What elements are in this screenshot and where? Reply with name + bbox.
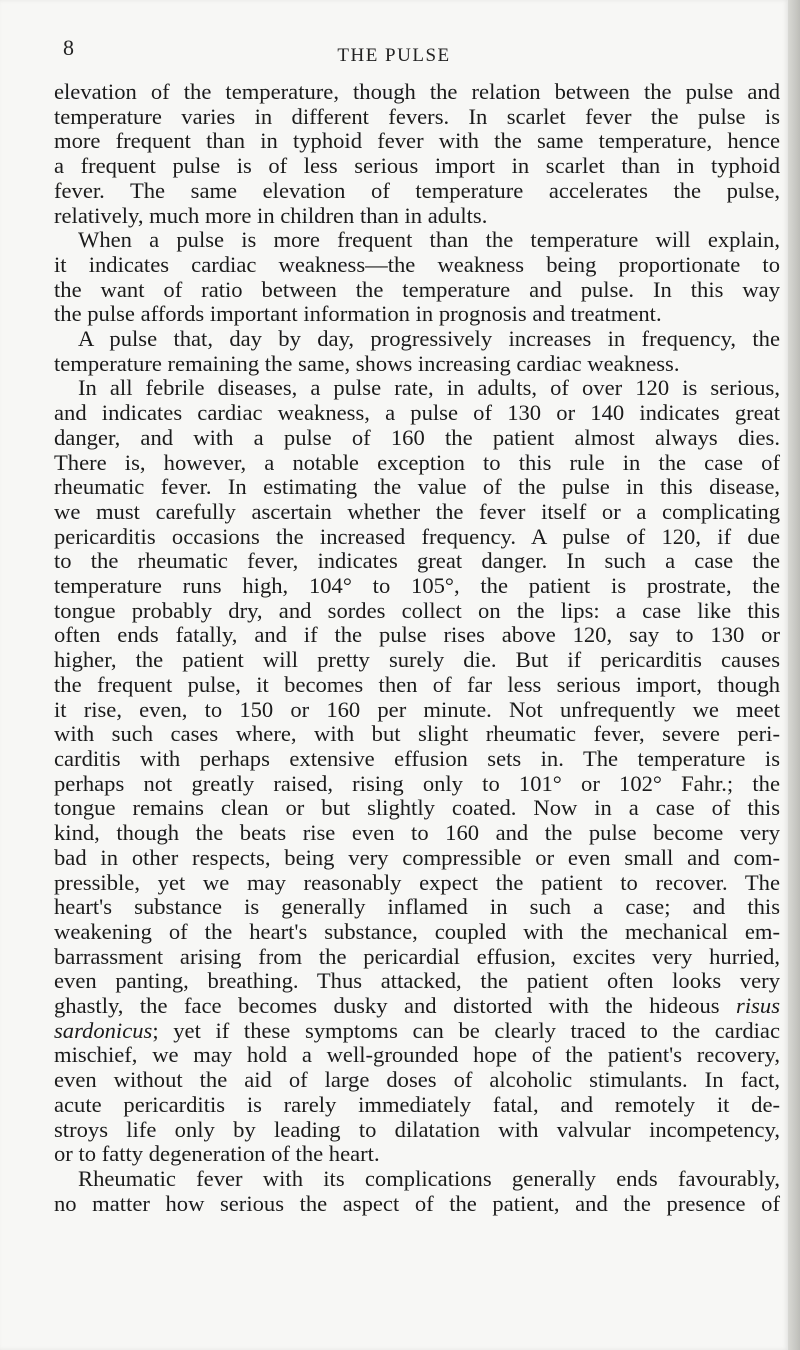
text-line: the pulse affords important information in prognosis and treatment. <box>54 301 662 327</box>
text-line: mischief, we may hold a well-grounded hope of the patient's recovery, <box>54 1042 780 1068</box>
latin-term: risus <box>736 993 780 1019</box>
text-line: the want of ratio between the temperature and pulse. In this way <box>54 276 780 302</box>
page-number: 8 <box>63 35 74 60</box>
text-line: heart's substance is generally inflamed in such a case; and this <box>54 894 780 920</box>
text-line: temperature remaining the same, shows increasing cardiac weakness. <box>54 350 680 376</box>
text-line: elevation of the temperature, though the relation between the pulse and <box>54 79 780 104</box>
book-spine-edge <box>788 0 800 1350</box>
text-line: When a pulse is more frequent than the temperature will explain, <box>78 227 780 253</box>
text-line: and indicates cardiac weakness, a pulse of 130 or 140 indicates great <box>54 400 780 426</box>
text-line: to the rheumatic fever, indicates great danger. In such a case the <box>54 548 780 574</box>
text-line: ghastly, the face becomes dusky and distorted with the hideous risus <box>54 993 780 1019</box>
text-line: carditis with perhaps extensive effusion sets in. The temperature is <box>54 745 780 771</box>
text-line: There is, however, a notable exception to this rule in the case of <box>54 449 780 475</box>
text-line: temperature runs high, 104° to 105°, the patient is prostrate, the <box>54 573 780 599</box>
text-line: bad in other respects, being very compressible or even small and com- <box>54 844 780 870</box>
text-line: fever. The same elevation of temperature accelerates the pulse, <box>54 177 780 203</box>
text-line: with such cases where, with but slight rheumatic fever, severe peri- <box>54 721 780 747</box>
text-line: even panting, breathing. Thus attacked, the patient often looks very <box>54 968 780 994</box>
text-line: danger, and with a pulse of 160 the patient almost always dies. <box>54 424 780 450</box>
text-line: relatively, much more in children than in adults. <box>54 202 488 228</box>
text-line: tongue probably dry, and sordes collect on the lips: a case like this <box>54 597 780 623</box>
text-line: Rheumatic fever with its complications generally ends favourably, <box>78 1165 780 1191</box>
text-line: barrassment arising from the pericardial effusion, excites very hurried, <box>54 943 780 969</box>
text-line: weakening of the heart's substance, coupled with the mechanical em- <box>54 918 780 944</box>
text-line: it indicates cardiac weakness—the weakness being proportionate to <box>54 251 780 277</box>
text-line: In all febrile diseases, a pulse rate, in adults, of over 120 is serious, <box>78 375 780 401</box>
text-line: we must carefully ascertain whether the fever itself or a complicating <box>54 498 780 524</box>
text-line: acute pericarditis is rarely immediately fatal, and remotely it de- <box>54 1091 780 1117</box>
text-line: the frequent pulse, it becomes then of far less serious import, though <box>54 671 780 697</box>
text-line: even without the aid of large doses of alcoholic stimulants. In fact, <box>54 1067 780 1093</box>
text-line: rheumatic fever. In estimating the value of the pulse in this disease, <box>54 474 780 500</box>
text-line: temperature varies in different fevers. In scarlet fever the pulse is <box>54 103 780 129</box>
text-line: often ends fatally, and if the pulse rises above 120, say to 130 or <box>54 622 780 648</box>
text-line: perhaps not greatly raised, rising only to 101° or 102° Fahr.; the <box>54 770 780 796</box>
text-line: sardonicus; yet if these symptoms can be clearly traced to the cardiac <box>54 1017 780 1043</box>
text-line: higher, the patient will pretty surely die. But if pericarditis causes <box>54 647 780 673</box>
text-line: more frequent than in typhoid fever with the same temperature, hence <box>54 128 780 154</box>
text-line: no matter how serious the aspect of the patient, and the presence of <box>54 1190 780 1216</box>
latin-term: sardonicus <box>54 1017 153 1043</box>
text-line: tongue remains clean or but slightly coated. Now in a case of this <box>54 795 780 821</box>
text-line: a frequent pulse is of less serious import in scarlet than in typhoid <box>54 153 780 179</box>
text-line: or to fatty degeneration of the heart. <box>54 1141 380 1167</box>
body-text <box>54 80 780 1216</box>
running-head: THE PULSE <box>337 45 451 66</box>
text-line: pressible, yet we may reasonably expect the patient to recover. The <box>54 869 780 895</box>
text-line: kind, though the beats rise even to 160 and the pulse become very <box>54 820 780 846</box>
text-line: stroys life only by leading to dilatation with valvular incompetency, <box>54 1116 780 1142</box>
text-line: A pulse that, day by day, progressively increases in frequency, the <box>78 326 780 352</box>
text-line: it rise, even, to 150 or 160 per minute. Not unfrequently we meet <box>54 696 780 722</box>
text-line: pericarditis occasions the increased frequency. A pulse of 120, if due <box>54 523 780 549</box>
